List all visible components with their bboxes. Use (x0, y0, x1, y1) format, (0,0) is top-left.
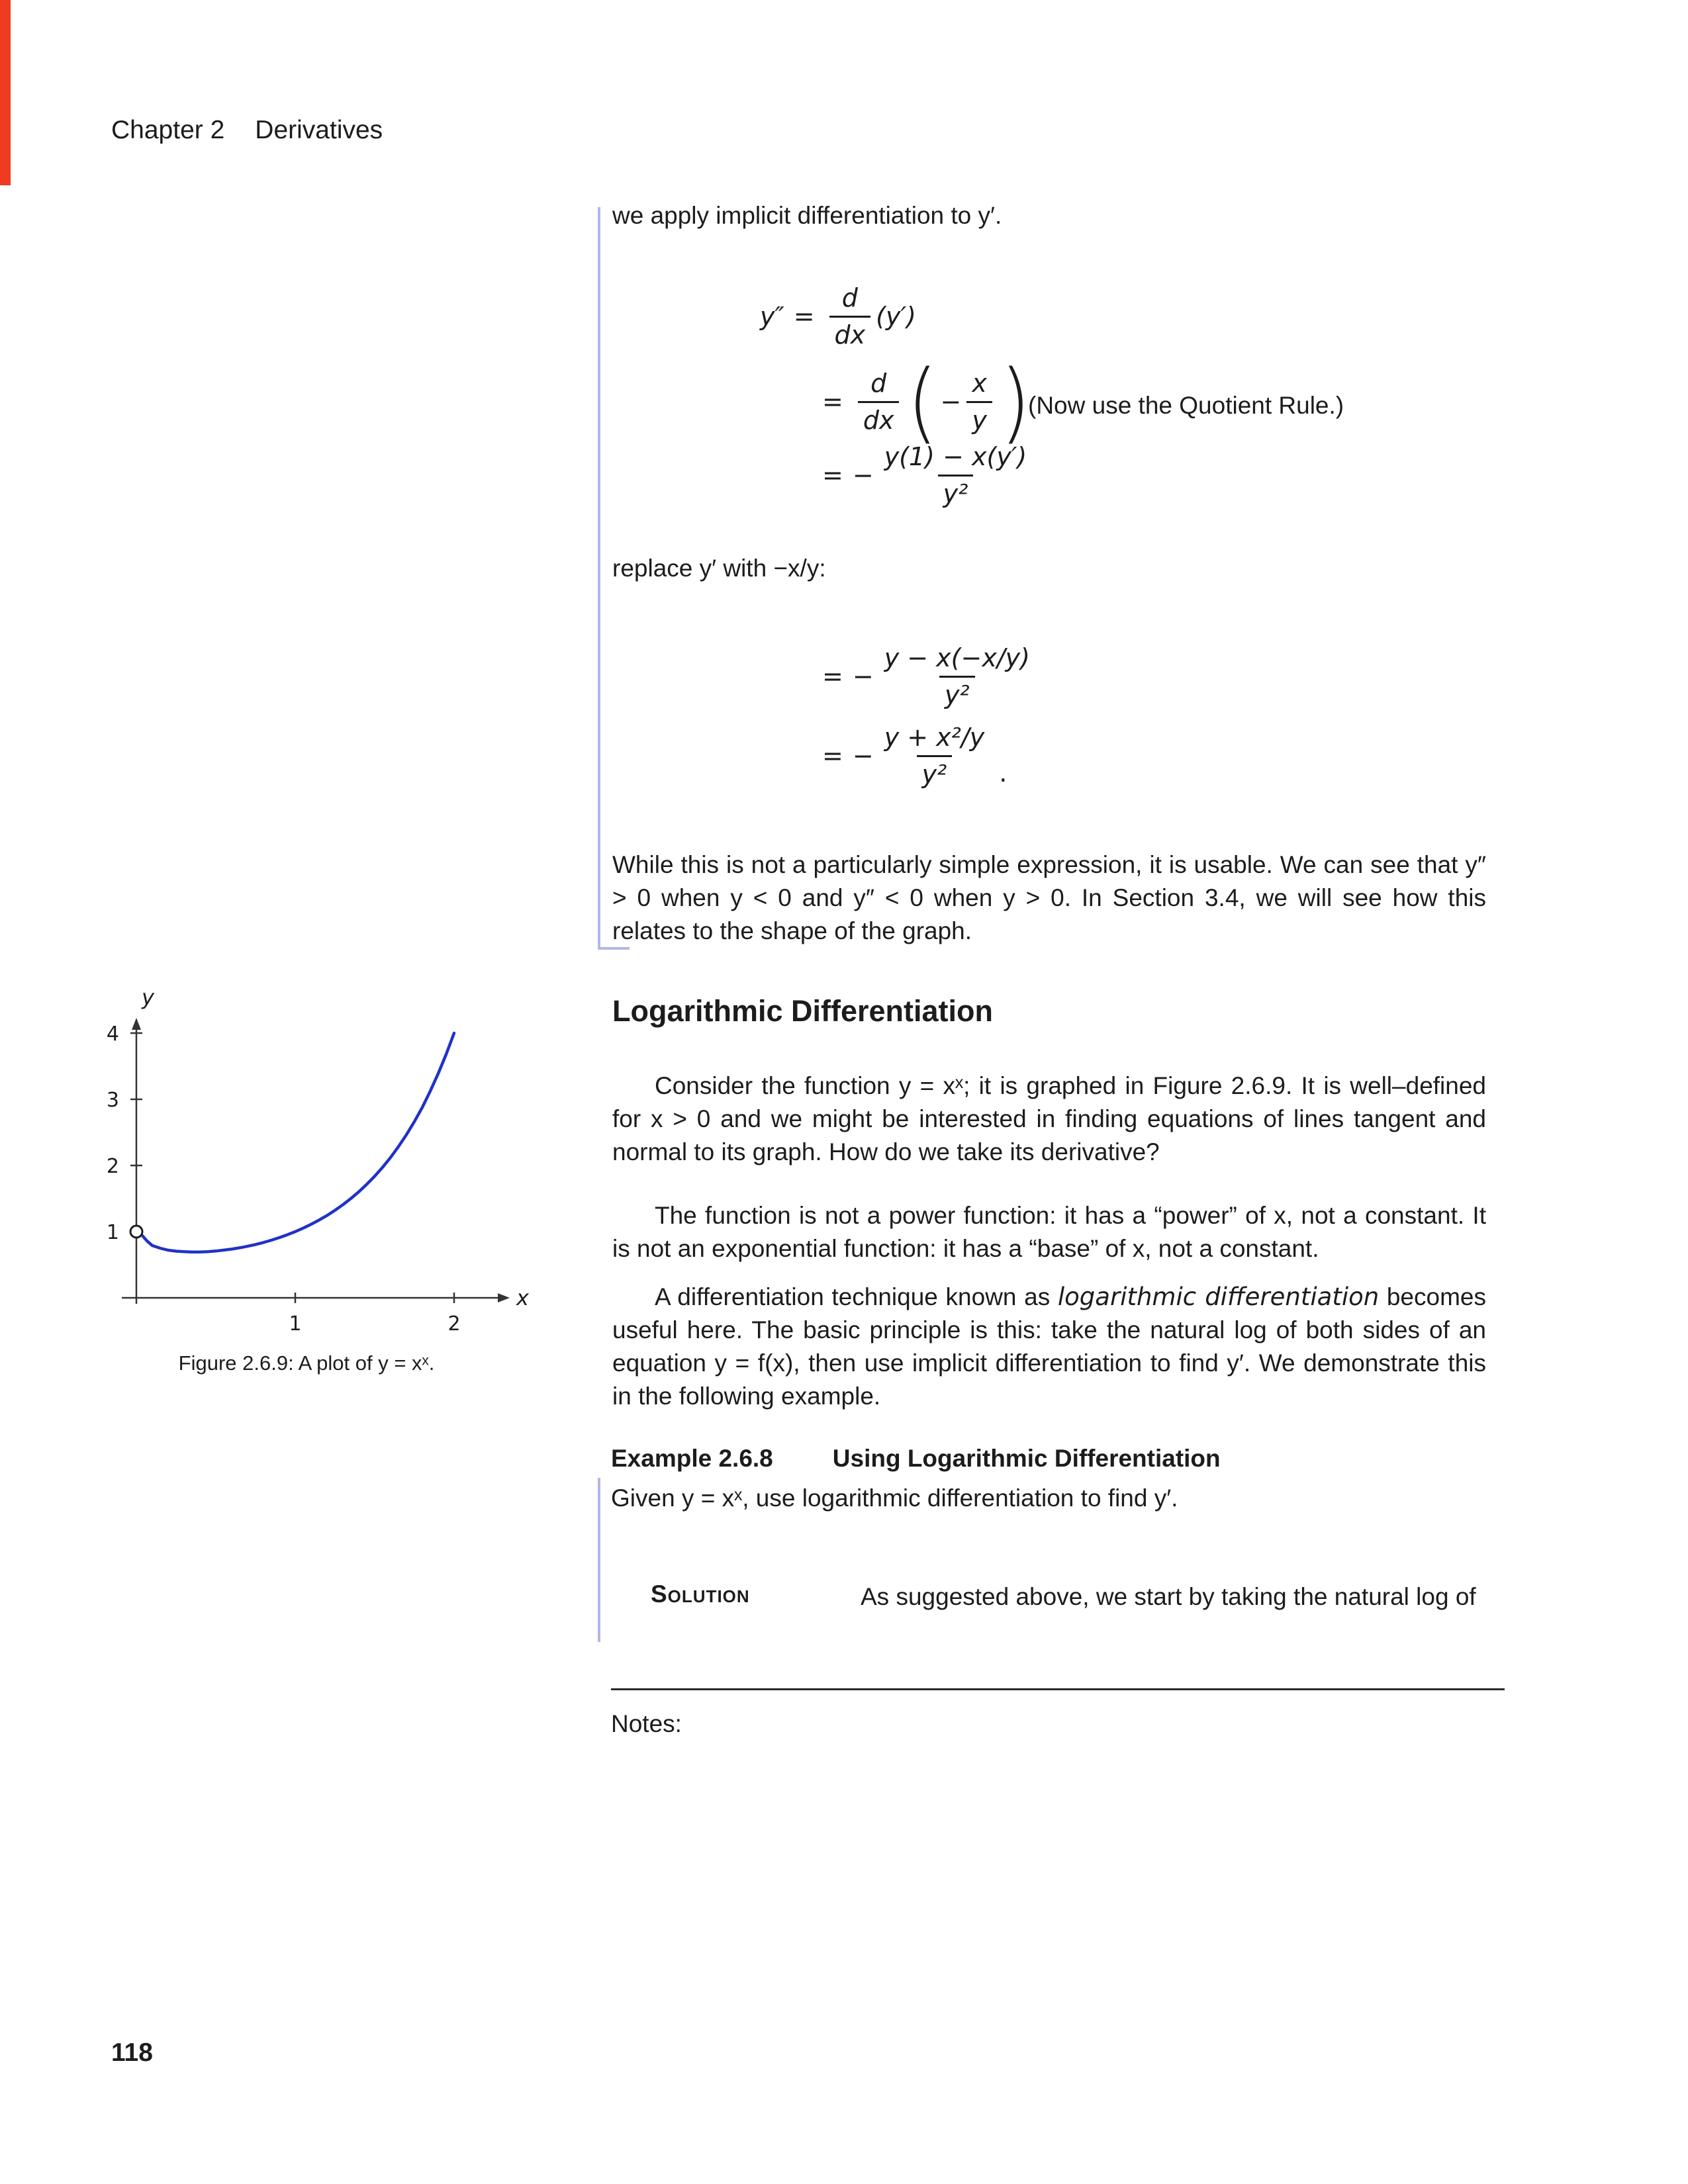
eq1-ddx-fraction: $\frac{d}{dx}$ (829, 283, 871, 349)
equation-4 (813, 643, 1041, 709)
notes-label: Notes: (611, 1710, 682, 1737)
example-bracket-rule (598, 207, 600, 950)
equation-5 (813, 723, 1007, 789)
eq5-minus: − (852, 741, 874, 770)
y-tick-label: 4 (106, 1023, 119, 1046)
eq3-minus: − (852, 461, 874, 490)
chapter-title: Derivatives (255, 116, 383, 144)
eq2-equals: = (822, 387, 843, 416)
open-point-marker (130, 1226, 142, 1238)
y-axis-label: y (142, 985, 154, 1010)
equation-2 (813, 350, 1033, 453)
section-heading: Logarithmic Differentiation (612, 994, 994, 1028)
eq3-equals: = (822, 461, 843, 490)
eq5-fraction: $\frac{\text{y + x²/y}}{\text{y²}}$ (884, 723, 985, 789)
y-tick-label: 3 (106, 1089, 119, 1112)
y-axis-arrow-icon (132, 1018, 141, 1030)
y-tick-label: 1 (106, 1221, 119, 1244)
x-axis-arrow-icon (498, 1293, 510, 1302)
eq2-ddx-fraction: $\frac{d}{dx}$ (858, 369, 900, 435)
y-tick-label: 2 (106, 1155, 119, 1178)
x-tick-label: 2 (447, 1312, 461, 1336)
eq2-left-paren: ( (907, 350, 938, 453)
eq4-minus: − (852, 662, 874, 691)
eq1-lhs: y″ (760, 302, 784, 331)
eq5-period: . (999, 758, 1008, 788)
notes-divider (611, 1688, 1505, 1690)
page-edge-marker (0, 0, 11, 185)
example-given-line: Given y = xˣ, use logarithmic differentiation to find y′. (611, 1484, 1178, 1512)
paragraph-consider: Consider the function y = xˣ; it is graphed in Figure 2.6.9. It is well–defined for x > 0 and we might be interested in finding equations of lines tangent and normal to its graph. How do we take its derivative? (612, 1072, 1486, 1165)
eq2-right-paren: ) (1000, 350, 1031, 453)
eq5-equals: = (822, 741, 843, 770)
figure-caption: Figure 2.6.9: A plot of y = xˣ. (178, 1351, 435, 1375)
paragraph-while: While this is not a particularly simple expression, it is usable. We can see that y″ > 0 when y < 0 and y″ < 0 when y > 0. In Section 3.4, we will see how this relates to the shape of the graph. (612, 851, 1486, 944)
replace-line: replace y′ with −x/y: (612, 555, 826, 582)
paragraph-power: The function is not a power function: it has a “power” of x, not a constant. It is not an exponential function: it has a “base” of x, not a constant. (612, 1202, 1486, 1262)
example-label: Example 2.6.8 (611, 1445, 773, 1472)
eq1-arg: (y′) (876, 302, 916, 331)
eq1-equals: = (793, 302, 815, 331)
eq4-fraction: $\frac{y - x(-x/y)}{\text{y²}}$ (884, 643, 1030, 709)
paragraph-technique: A differentiation technique known as logarithmic differentiation becomes useful here. The basic principle is this: take the natural log of both sides of an equation y = f(x), then use implicit differentiation to find y′. We demonstrate this in the following example. (612, 1283, 1486, 1410)
page-number: 118 (111, 2038, 153, 2067)
x-tick-label: 1 (289, 1312, 302, 1336)
eq2-minus: − (940, 387, 962, 416)
example-title: Using Logarithmic Differentiation (832, 1445, 1221, 1472)
figure-plot (78, 978, 535, 1362)
chapter-label: Chapter 2 (111, 116, 225, 144)
x-axis-label: x (516, 1285, 529, 1310)
running-head (111, 116, 383, 145)
solution-text: As suggested above, we start by taking the natural log of (861, 1583, 1476, 1610)
example-header (611, 1445, 1221, 1473)
eq3-fraction: $\frac{y(1) - x(y')}{\text{y²}}$ (884, 442, 1027, 508)
example-bracket-rule-2 (598, 1478, 600, 1642)
curve-x-to-the-x (142, 1033, 454, 1252)
logdiff-italic-term: logarithmic differentiation (1057, 1283, 1380, 1311)
equation-1 (760, 283, 916, 349)
eq2-xy-fraction: $\frac{x}{y}$ (966, 369, 992, 435)
quotient-rule-note: (Now use the Quotient Rule.) (1028, 392, 1344, 419)
eq4-equals: = (822, 662, 843, 691)
equation-3 (813, 442, 1037, 508)
solution-label: Solution (651, 1580, 750, 1608)
intro-line: we apply implicit differentiation to y′. (612, 202, 1002, 229)
